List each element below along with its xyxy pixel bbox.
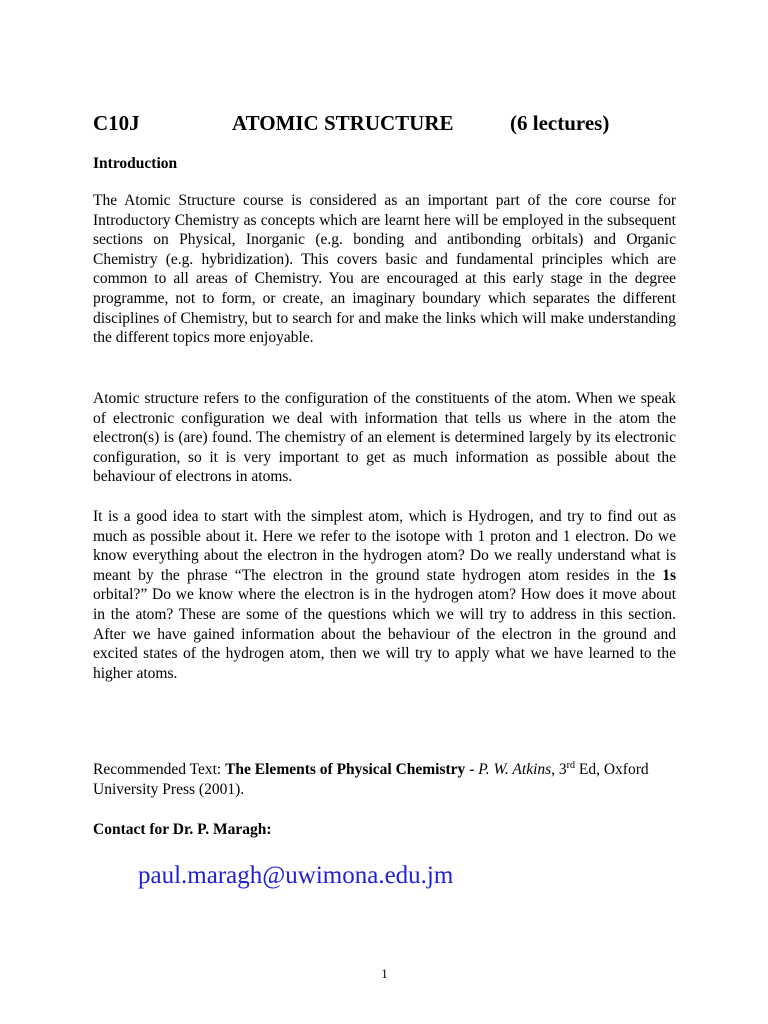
section-heading-introduction: Introduction (93, 155, 178, 172)
recommended-label: Recommended Text: (93, 761, 226, 778)
edition-number: , 3 (551, 761, 567, 778)
paragraph-atomic-structure: Atomic structure refers to the configuration of the constituents of the atom. When we speak of electronic configuration we deal with information that tells us where in the atom the electron(s) is (are) found. The chemistry of an element is determined largely by its electronic configuration, so it is very important to get as much information as possible about the behaviour of electrons in atoms. (93, 390, 676, 486)
paragraph-hydrogen-text-start: It is a good idea to start with the simplest atom, which is Hydrogen, and try to find out as much as possible about it. Here we refer to the isotope with 1 proton and 1 electron. Do we know everything about the electron in the hydrogen atom? Do we really understand what is meant by the phrase “The electron in the ground state hydrogen atom resides in the (93, 508, 676, 584)
recommended-text (93, 760, 693, 799)
paragraph-hydrogen-atom (93, 507, 676, 683)
publisher-info: Ed, Oxford University Press (2001). (93, 761, 649, 798)
course-code: C10J (93, 111, 140, 135)
lecture-count: (6 lectures) (510, 111, 610, 135)
contact-email-link[interactable]: paul.maragh@uwimona.edu.jm (138, 862, 454, 889)
page-number: 1 (381, 966, 388, 981)
contact-heading: Contact for Dr. P. Maragh: (93, 821, 272, 838)
paragraph-hydrogen-text-end: orbital?” Do we know where the electron is in the hydrogen atom? How does it move about in the atom? These are some of the questions which we will try to address in this section. After we have gained information about the behaviour of the electron in the ground and excited states of the hydrogen atom, then we will try to apply what we have learned to the higher atoms. (93, 586, 676, 682)
paragraph-course-overview: The Atomic Structure course is considered as an important part of the core course for Introductory Chemistry as concepts which are learnt here will be employed in the subsequent sections on Physical, Inorganic (e.g. bonding and antibonding orbitals) and Organic Chemistry (e.g. hybridization). This covers basic and fundamental principles which are common to all areas of Chemistry. You are encouraged at this early stage in the degree programme, not to form, or create, an imaginary boundary which separates the different disciplines of Chemistry, but to search for and make the links which will make understanding the different topics more enjoyable. (93, 192, 676, 347)
edition-suffix: rd (566, 759, 575, 771)
book-author: P. W. Atkins (478, 761, 552, 778)
book-title: The Elements of Physical Chemistry (225, 761, 466, 778)
course-title: ATOMIC STRUCTURE (232, 111, 454, 135)
orbital-label: 1s (662, 566, 676, 584)
title-separator: - (465, 761, 479, 778)
